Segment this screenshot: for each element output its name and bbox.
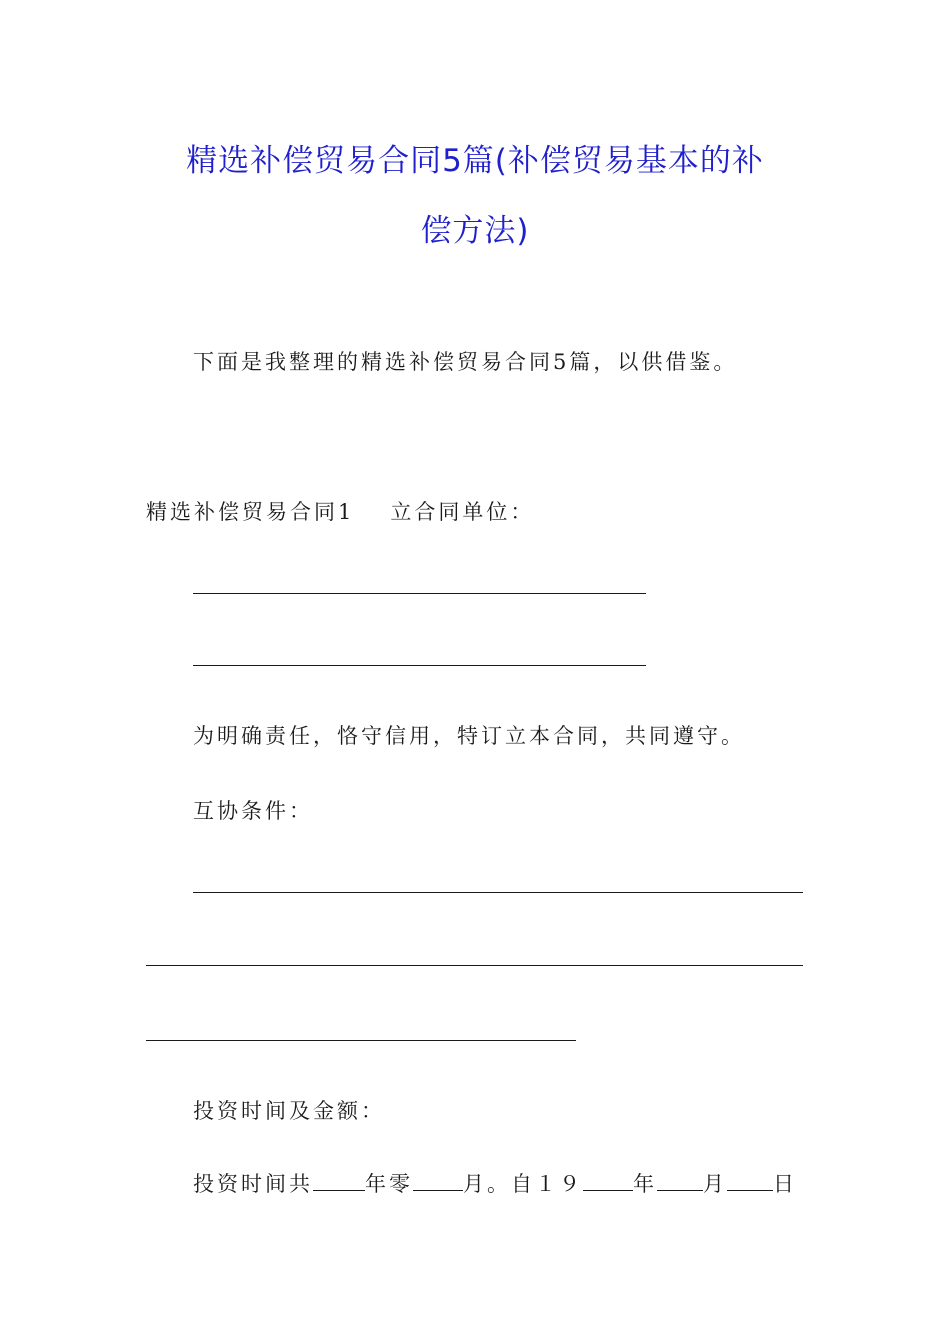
contract-1-title: 精选补偿贸易合同1 (146, 500, 355, 524)
months-blank (413, 1172, 463, 1191)
investment-text-6: 日 (773, 1172, 797, 1196)
investment-text-4: 年 (633, 1172, 657, 1196)
conditions-blank-line-2 (146, 965, 803, 966)
year-blank (583, 1172, 633, 1191)
investment-time-line (193, 1168, 797, 1198)
party-label: 立合同单位： (390, 500, 535, 524)
conditions-blank-line-1 (193, 892, 803, 893)
month-blank (657, 1172, 703, 1191)
title-line-1: 精选补偿贸易合同5篇(补偿贸易基本的补 (186, 143, 764, 179)
title-line-2: 偿方法) (420, 213, 530, 249)
party-blank-line-2 (193, 665, 646, 666)
conditions-blank-line-3 (146, 1040, 576, 1041)
party-blank-line-1 (193, 593, 646, 594)
investment-label: 投资时间及金额： (193, 1099, 385, 1123)
investment-text-3: 月。自１９ (463, 1172, 583, 1196)
investment-text-5: 月 (703, 1172, 727, 1196)
years-blank (313, 1172, 365, 1191)
intro-paragraph: 下面是我整理的精选补偿贸易合同5篇，以供借鉴。 (193, 350, 738, 374)
purpose-paragraph: 为明确责任，恪守信用，特订立本合同，共同遵守。 (193, 724, 745, 748)
investment-text-2: 年零 (365, 1172, 413, 1196)
conditions-label: 互协条件： (193, 799, 313, 823)
day-blank (727, 1172, 773, 1191)
investment-text-1: 投资时间共 (193, 1172, 313, 1196)
contract-heading (146, 496, 534, 526)
